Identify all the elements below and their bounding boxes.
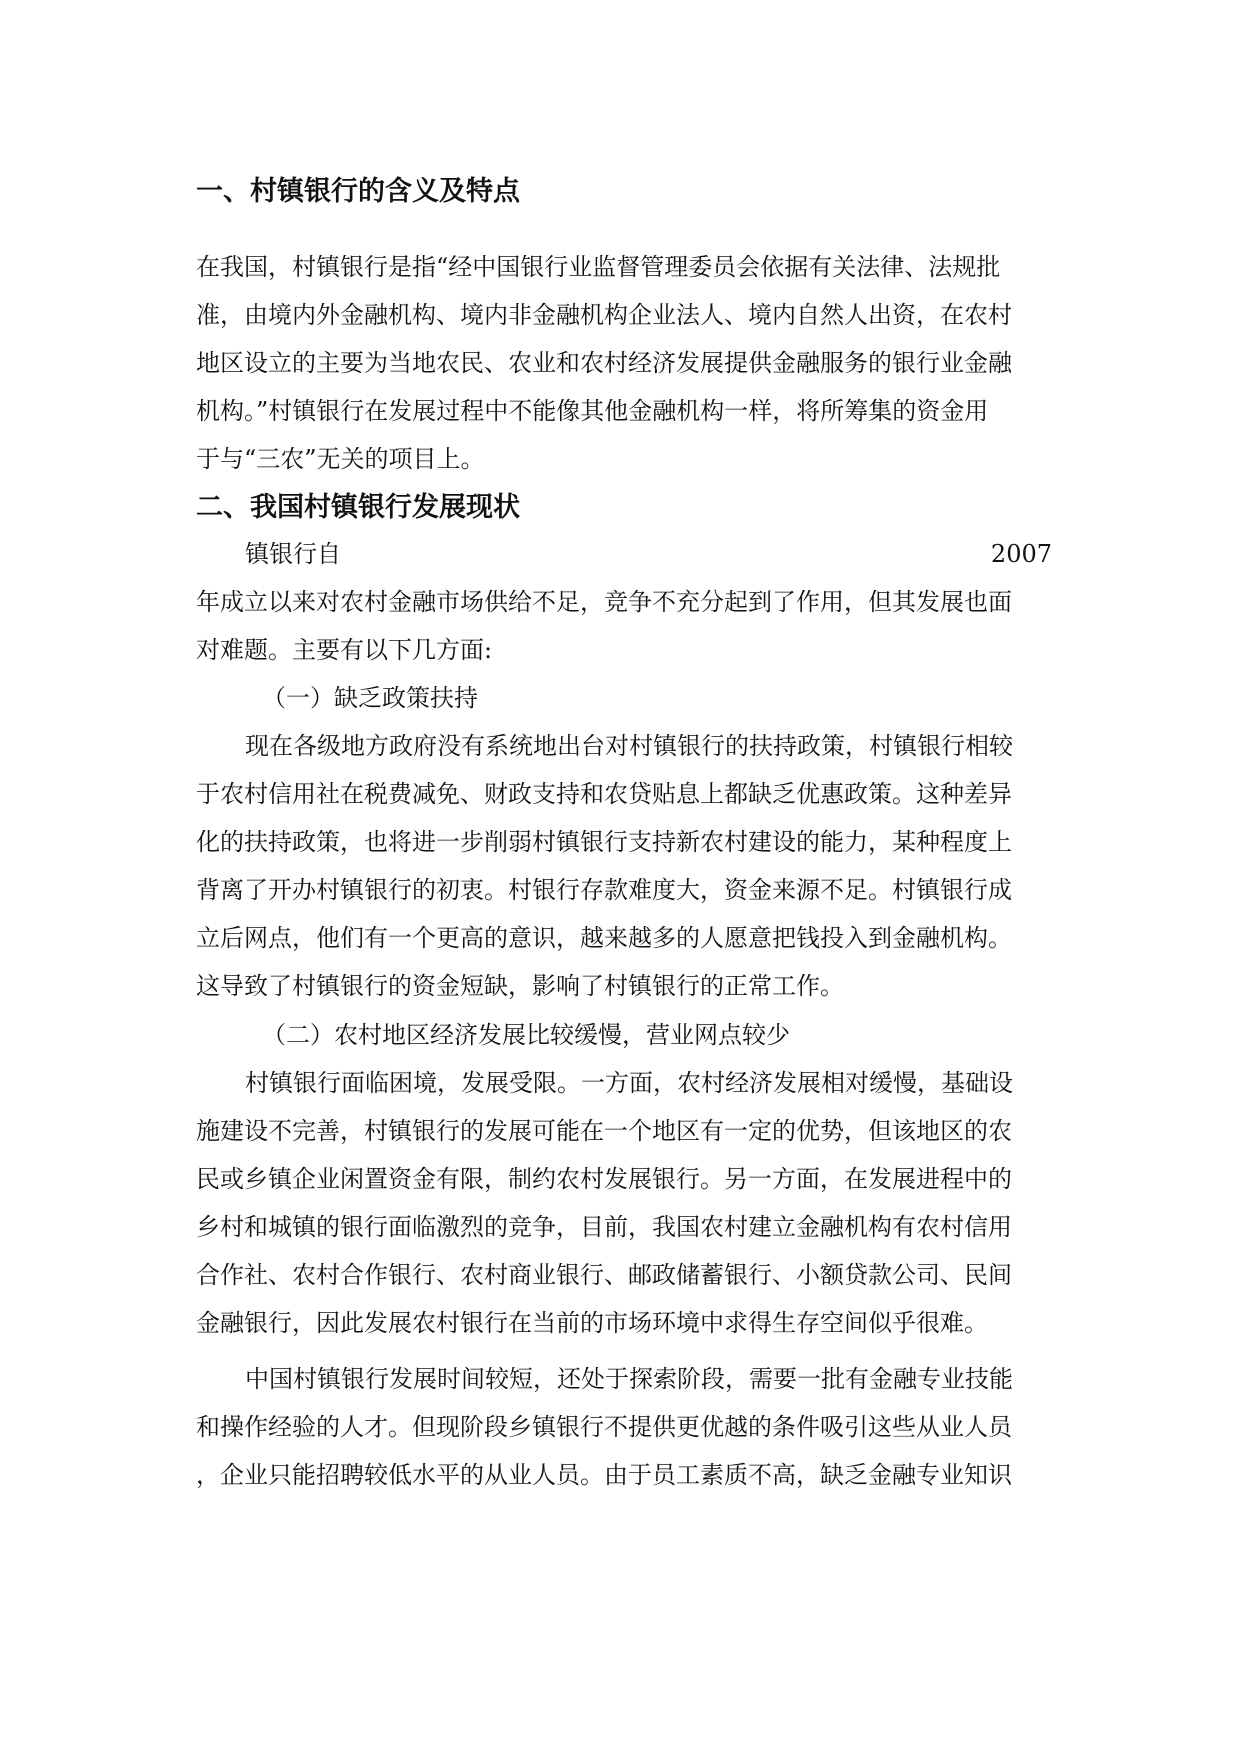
paragraph-line: ，企业只能招聘较低水平的从业人员。由于员工素质不高，缺乏金融专业知识 <box>196 1461 1012 1489</box>
paragraph-line: 现在各级地方政府没有系统地出台对村镇银行的扶持政策，村镇银行相较 <box>245 732 1013 760</box>
paragraph-line: 乡村和城镇的银行面临激烈的竞争，目前，我国农村建立金融机构有农村信用 <box>196 1213 1012 1241</box>
paragraph-line: 机构。”村镇银行在发展过程中不能像其他金融机构一样，将所筹集的资金用 <box>196 397 989 425</box>
paragraph-line: 和操作经验的人才。但现阶段乡镇银行不提供更优越的条件吸引这些从业人员 <box>196 1413 1012 1441</box>
paragraph-line: 化的扶持政策，也将进一步削弱村镇银行支持新农村建设的能力，某种程度上 <box>196 828 1012 856</box>
paragraph-line: 准，由境内外金融机构、境内非金融机构企业法人、境内自然人出资，在农村 <box>196 301 1012 329</box>
paragraph-line: 合作社、农村合作银行、农村商业银行、邮政储蓄银行、小额贷款公司、民间 <box>196 1261 1012 1289</box>
heading-section-2: 二、我国村镇银行发展现状 <box>196 492 520 523</box>
paragraph-line: 年成立以来对农村金融市场供给不足，竞争不充分起到了作用，但其发展也面 <box>196 588 1012 616</box>
paragraph-line: 民或乡镇企业闲置资金有限，制约农村发展银行。另一方面，在发展进程中的 <box>196 1165 1012 1193</box>
paragraph-line: 中国村镇银行发展时间较短，还处于探索阶段，需要一批有金融专业技能 <box>245 1365 1013 1393</box>
paragraph-line: 在我国，村镇银行是指“经中国银行业监督管理委员会依据有关法律、法规批 <box>196 253 1001 281</box>
heading-section-1: 一、村镇银行的含义及特点 <box>196 176 520 207</box>
subheading-2: （二）农村地区经济发展比较缓慢，营业网点较少 <box>262 1021 790 1049</box>
paragraph-line: 村镇银行面临困境，发展受限。一方面，农村经济发展相对缓慢，基础设 <box>245 1069 1013 1097</box>
paragraph-line: 施建设不完善，村镇银行的发展可能在一个地区有一定的优势，但该地区的农 <box>196 1117 1012 1145</box>
paragraph-line: 背离了开办村镇银行的初衷。村银行存款难度大，资金来源不足。村镇银行成 <box>196 876 1012 904</box>
year-number: 2007 <box>990 540 1052 568</box>
paragraph-line: 地区设立的主要为当地农民、农业和农村经济发展提供金融服务的银行业金融 <box>196 349 1012 377</box>
subheading-1: （一）缺乏政策扶持 <box>262 684 478 712</box>
paragraph-line: 镇银行自 <box>245 540 341 568</box>
paragraph-line: 于农村信用社在税费减免、财政支持和农贷贴息上都缺乏优惠政策。这种差异 <box>196 780 1012 808</box>
paragraph-line: 对难题。主要有以下几方面: <box>196 636 493 664</box>
paragraph-line: 立后网点，他们有一个更高的意识，越来越多的人愿意把钱投入到金融机构。 <box>196 924 1012 952</box>
paragraph-line: 这导致了村镇银行的资金短缺，影响了村镇银行的正常工作。 <box>196 972 844 1000</box>
paragraph-line: 于与“三农”无关的项目上。 <box>196 445 485 473</box>
paragraph-line: 金融银行，因此发展农村银行在当前的市场环境中求得生存空间似乎很难。 <box>196 1309 988 1337</box>
